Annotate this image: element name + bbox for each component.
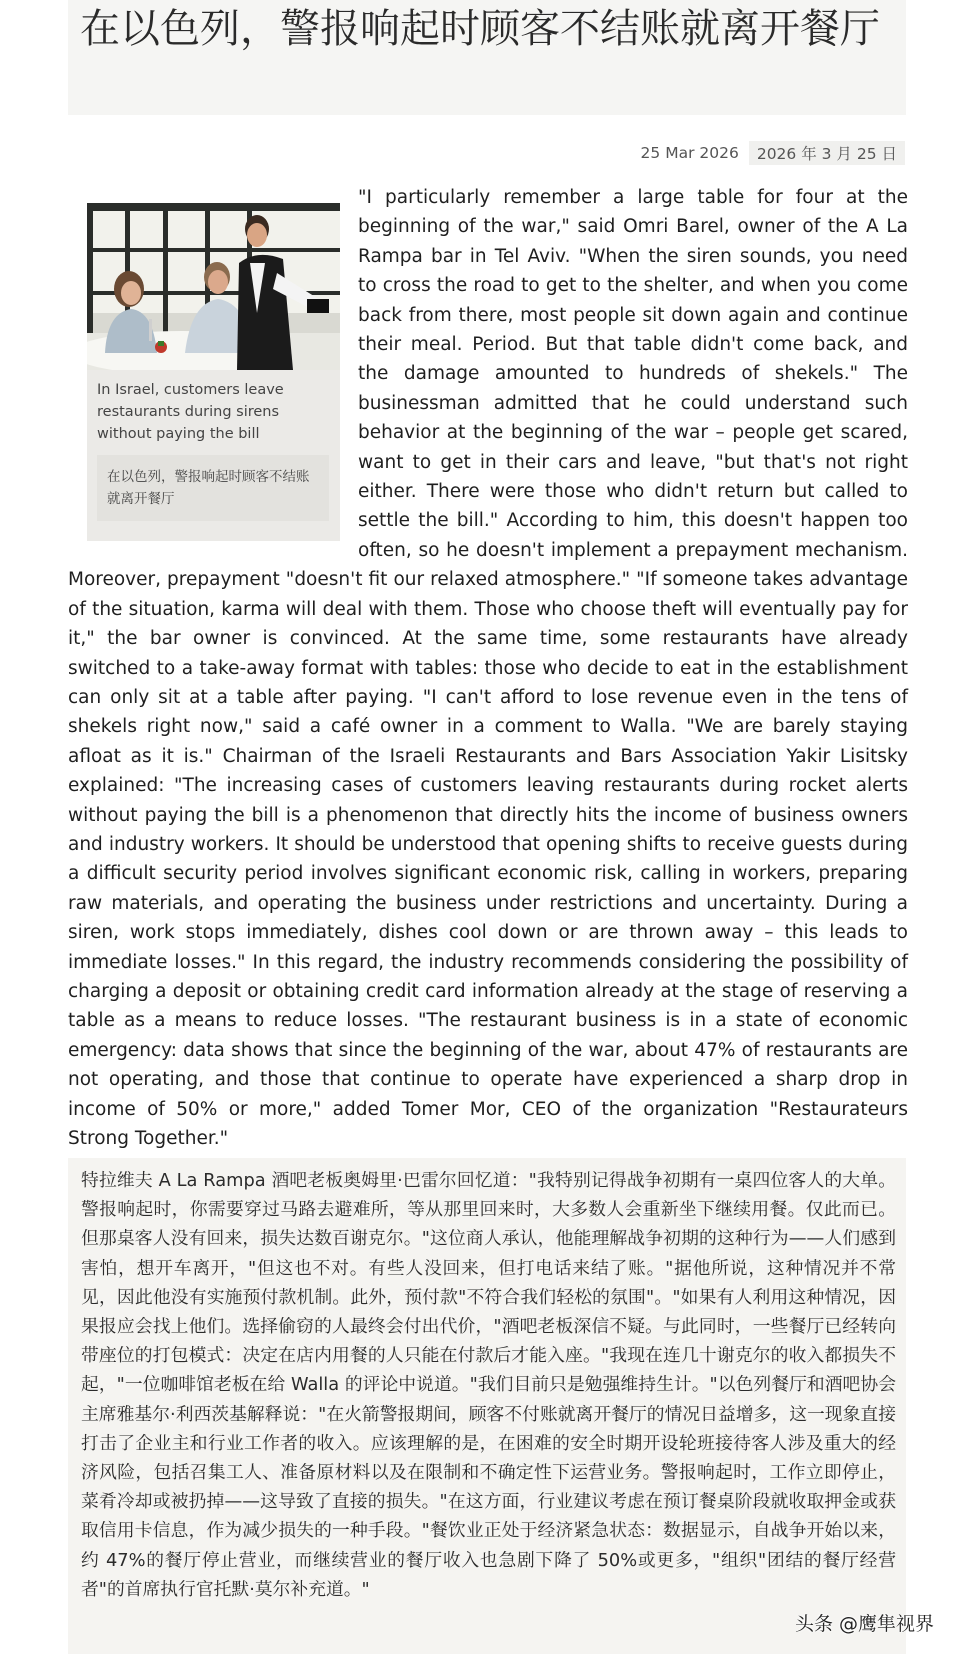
date-row xyxy=(641,141,905,165)
article-body-chinese: 特拉维夫 A La Rampa 酒吧老板奥姆里·巴雷尔回忆道："我特别记得战争初期有一桌四位客人的大单。警报响起时，你需要穿过马路去避难所，等从那里回来时，大多数人会重新坐下继续用餐。仅此而已。但那桌客人没有回来，损失达数百谢克尔。"这位商人承认，他能理解战争初期的这种行为——人们感到害怕，想开车离开，"但这也不对。有些人没回来，但打电话来结了账。"据他所说，这种情况并不常见，因此他没有实施预付款机制。此外，预付款"不符合我们轻松的氛围"。"如果有人利用这种情况，因果报应会找上他们。选择偷窃的人最终会付出代价，"酒吧老板深信不疑。与此同时，一些餐厅已经转向带座位的打包模式：决定在店内用餐的人只能在付款后才能入座。"我现在连几十谢克尔的收入都损失不起，"一位咖啡馆老板在给 Walla 的评论中说道。"我们目前只是勉强维持生计。"以色列餐厅和酒吧协会主席雅基尔·利西茨基解释说："在火箭警报期间，顾客不付账就离开餐厅的情况日益增多，这一现象直接打击了企业主和行业工作者的收入。应该理解的是，在困难的安全时期开设轮班接待客人涉及重大的经济风险，包括召集工人、准备原材料以及在限制和不确定性下运营业务。警报响起时，工作立即停止，菜肴冷却或被扔掉——这导致了直接的损失。"在这方面，行业建议考虑在预订餐桌阶段就收取押金或获取信用卡信息，作为减少损失的一种手段。"餐饮业正处于经济紧急状态：数据显示，自战争开始以来，约 47%的餐厅停止营业，而继续营业的餐厅收入也急剧下降了 50%或更多，"组织"团结的餐厅经营者"的首席执行官托默·莫尔补充道。" xyxy=(81,1170,896,1600)
caption-chinese: 在以色列，警报响起时顾客不结账就离开餐厅 xyxy=(107,469,310,507)
title-banner xyxy=(68,0,906,115)
watermark: 头条 @鹰隼视界 xyxy=(794,1613,934,1635)
date-chinese: 2026 年 3 月 25 日 xyxy=(749,141,905,165)
article-body-english-text: "I particularly remember a large table for four at the beginning of the war," said Omri Barel, owner of the A La Rampa bar in Tel Aviv. "When the siren sounds, you need to cross the road to get to the shelter, and when you come back from there, most people sit down again and continue their meal. Period. But that table didn't come back, and the damage amounted to hundreds of shekels." The businessman admitted that he could understand such behavior at the beginning of the war – people get scared, want to get in their cars and leave, "but that's not right either. There were those who didn't return but called to settle the bill." According to him, this doesn't happen too often, so he doesn't implement a prepayment mechanism. Moreover, prepayment "doesn't fit our relaxed atmosphere." "If someone takes advantage of the situation, karma will deal with them. Those who choose theft will eventually pay for it," the bar owner is convinced. At the same time, some restaurants have already switched to a take-away format with tables: those who decide to eat in the establishment can only sit at a table after paying. "I can't afford to lose revenue even in the tens of shekels right now," said a café owner in a comment to Walla. "We are barely staying afloat as it is." Chairman of the Israeli Restaurants and Bars Association Yakir Lisitsky explained: "The increasing cases of customers leaving restaurants during rocket alerts without paying the bill is a phenomenon that directly hits the income of business owners and industry workers. It should be understood that opening shifts to receive guests during a difficult security period involves significant economic risk, calling in workers, preparing raw materials, and operating the business under restrictions and uncertainty. During a siren, work stops immediately, dishes cool down or are thrown away – this leads to immediate losses." In this regard, the industry recommends considering the possibility of charging a deposit or obtaining credit card information already at the stage of reserving a table as a means to reduce losses. "The restaurant business is in a state of economic emergency: data shows that since the beginning of the war, about 47% of restaurants are not operating, and those that continue to operate have experienced a sharp drop in income of 50% or more," added Tomer Mor, CEO of the organization "Restaurateurs Strong Together." xyxy=(68,187,908,1149)
figure-spacer xyxy=(68,183,358,565)
article-body-english xyxy=(68,183,908,1153)
caption-english: In Israel, customers leave restaurants during sirens without paying the bill xyxy=(97,382,284,442)
translation-box xyxy=(68,1158,906,1654)
date-english: 25 Mar 2026 xyxy=(640,144,739,162)
article-title: 在以色列，警报响起时顾客不结账就离开餐厅 xyxy=(80,6,880,52)
